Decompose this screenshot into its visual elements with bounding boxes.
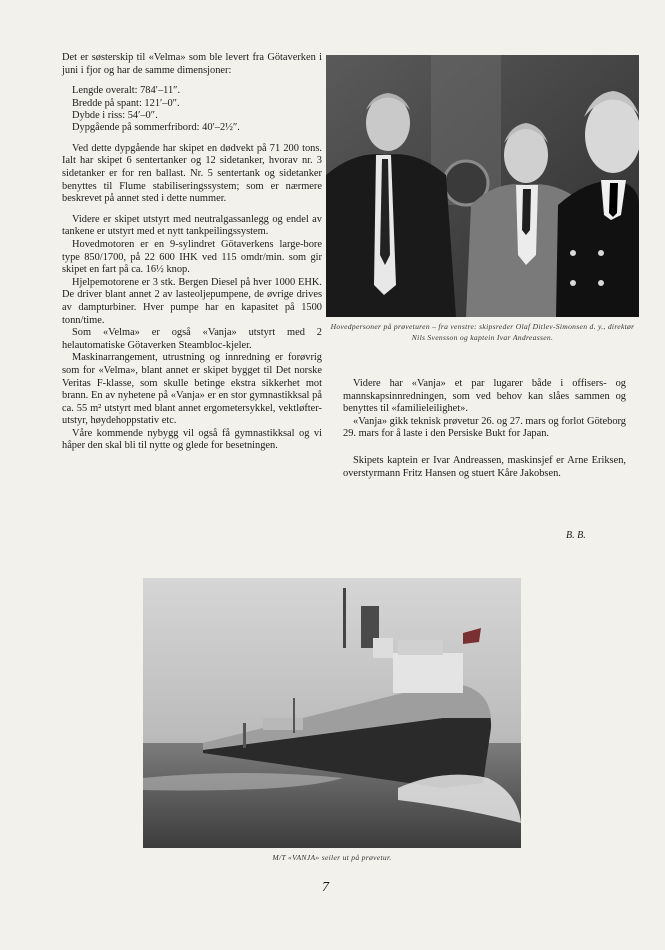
paragraph-cabins: Videre har «Vanja» et par lugarer både i offisers- og mannskapsinnredningen, som ved behov kan slåes sammen og benyttes til «familieleilighet». bbox=[343, 378, 626, 415]
intro-paragraph: Det er søsterskip til «Velma» som ble levert fra Götaverken i juni i fjor og har de samme dimensjoner: bbox=[62, 52, 322, 76]
ship-caption: M/T «VANJA» seiler ut på prøvetur. bbox=[272, 853, 392, 862]
ship-photo bbox=[143, 578, 521, 848]
paragraph-main-engine: Hovedmotoren er en 9-sylindret Götaverkens large-bore type 850/1700, på 22 600 IHK ved 115 omdr/min. som gir skipet en fart på ca. 16½ knop. bbox=[62, 238, 322, 276]
paragraph-equipment: Videre er skipet utstyrt med neutralgassanlegg og endel av tankene er utstyrt med et nytt tankpeilingssystem. bbox=[62, 213, 322, 238]
paragraph-boilers: Som «Velma» er også «Vanja» utstyrt med 2 helautomatiske Götaverken Steambloc-kjeler. bbox=[62, 327, 322, 351]
paragraph-future: Våre kommende nybygg vil også få gymnastikksal og vi håper den skal bli til nytte og glede for besetningen. bbox=[62, 427, 322, 452]
ship-photo-image bbox=[143, 578, 521, 848]
spec-depth: Dybde i riss: 54′–0″. bbox=[72, 110, 158, 121]
portrait-photo-image bbox=[326, 55, 639, 317]
author-signature: B. B. bbox=[566, 530, 586, 541]
paragraph-crew: Skipets kaptein er Ivar Andreassen, maskinsjef er Arne Eriksen, overstyrmann Fritz Hansen og stuert Kåre Jakobsen. bbox=[343, 454, 626, 479]
page-number: 7 bbox=[322, 880, 329, 895]
paragraph-trial-trip: «Vanja» gikk teknisk prøvetur 26. og 27. mars og forlot Göteborg 29. mars for å laste i den Persiske Bukt for Japan. bbox=[343, 415, 626, 440]
left-column bbox=[62, 52, 322, 453]
paragraph-aux-engines: Hjelpemotorene er 3 stk. Bergen Diesel på hver 1000 EHK. De driver blant annet 2 av lasteoljepumpene, de øvrige drives av dampturbiner. Hver pumpe har en kapasitet på 1500 tonn/time. bbox=[62, 276, 322, 326]
ship-specs bbox=[72, 85, 322, 135]
spec-draught: Dypgående på sommerfribord: 40′–2½″. bbox=[72, 122, 240, 134]
portrait-caption: Hovedpersoner på prøveturen – fra venstre: skipsreder Olaf Ditlev-Simonsen d. y., direktør Nils Svensson og kaptein Ivar Andreassen. bbox=[330, 322, 635, 342]
paragraph-arrangement: Maskinarrangement, utrustning og innredning er forøvrig som for «Velma», blant annet er skipet bygget til Det norske Veritas F-klasse, som skulle betinge ekstra sikkerhet mot brann. En av nyhetene på «Vanja» er en stor gymnastikksal på ca. 55 m² utstyrt med blant annet ergometersykkel, vektløfter-utstyr, høydehoppstativ etc. bbox=[62, 352, 322, 427]
spec-beam: Bredde på spant: 121′–0″. bbox=[72, 97, 180, 109]
right-column bbox=[343, 378, 626, 480]
paragraph-deadweight: Ved dette dypgående har skipet en dødvekt på 71 200 tons. Ialt har skipet 6 sentertanker og 12 sidetanker, hvorav nr. 3 sidetanker er for ren ballast. Nr. 5 sentertank og sidetanker benyttes til Flume stabiliseringssystem; som er nærmere beskrevet på annet sted i dette nummer. bbox=[62, 142, 322, 205]
spec-length: Lengde overalt: 784′–11″. bbox=[72, 85, 181, 97]
portrait-photo bbox=[326, 55, 639, 317]
